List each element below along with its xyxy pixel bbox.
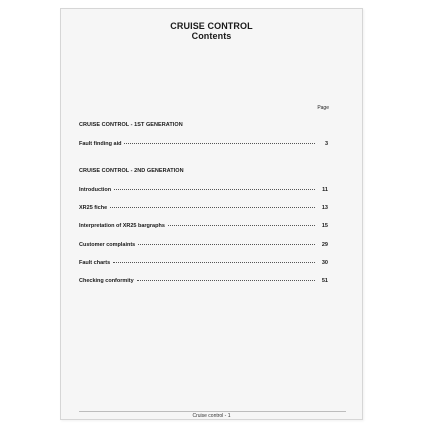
toc-entry-xr25-fiche[interactable] [79, 205, 328, 212]
toc-entry-label: Introduction [79, 187, 112, 193]
dot-leader [110, 207, 315, 208]
section-heading-2nd-generation: CRUISE CONTROL - 2ND GENERATION [79, 168, 184, 174]
toc-entry-fault-charts[interactable] [79, 260, 328, 267]
toc-entry-customer-complaints[interactable] [79, 242, 328, 249]
dot-leader [113, 262, 315, 263]
toc-entry-page: 13 [321, 205, 328, 211]
dot-leader [138, 244, 315, 245]
toc-entry-label: XR25 fiche [79, 205, 108, 211]
toc-entry-label: Fault charts [79, 260, 111, 266]
dot-leader [114, 189, 315, 190]
section-heading-1st-generation: CRUISE CONTROL - 1ST GENERATION [79, 122, 183, 128]
toc-entry-introduction[interactable] [79, 187, 328, 194]
toc-entry-page: 11 [322, 187, 328, 193]
dot-leader [124, 143, 315, 144]
title-line-2: Contents [191, 31, 232, 41]
toc-entry-label: Customer complaints [79, 242, 136, 248]
page-column-label: Page [317, 105, 329, 111]
dot-leader [168, 225, 315, 226]
toc-entry-interpretation-of-xr25-bargraphs[interactable] [79, 223, 328, 230]
toc-entry-label: Fault finding aid [79, 141, 122, 147]
toc-entry-page: 15 [321, 223, 328, 229]
toc-entry-label: Interpretation of XR25 bargraphs [79, 223, 165, 229]
page-title [61, 21, 362, 41]
toc-entry-checking-conformity[interactable] [79, 278, 328, 285]
page-footer: Cruise control - 1 [192, 413, 231, 419]
document-page [60, 8, 363, 420]
toc-entry-page: 30 [321, 260, 328, 266]
toc-entry-page: 51 [321, 278, 328, 284]
dot-leader [137, 280, 315, 281]
toc-entry-label: Checking conformity [79, 278, 134, 284]
toc-entry-fault-finding-aid[interactable] [79, 141, 328, 148]
title-line-1: CRUISE CONTROL [170, 21, 253, 31]
footer-rule [79, 411, 346, 412]
toc-entry-page: 3 [324, 141, 328, 147]
toc-entry-page: 29 [321, 242, 328, 248]
